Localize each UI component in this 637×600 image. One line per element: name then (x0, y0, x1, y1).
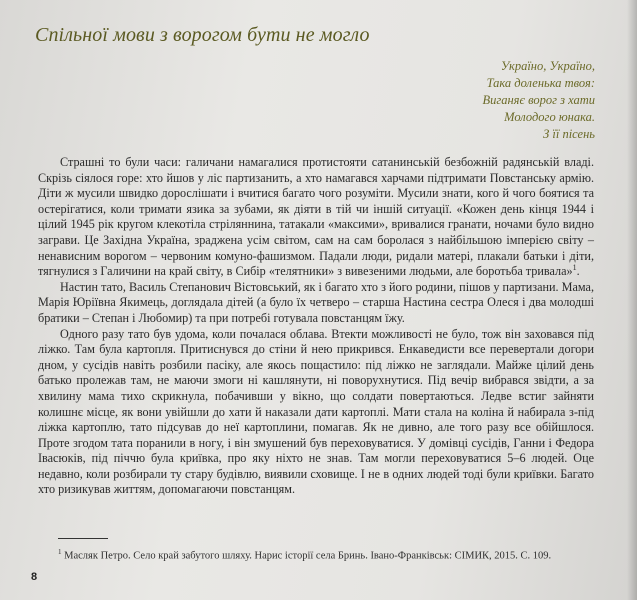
footnote (58, 546, 598, 563)
epigraph-source: З її пісень (543, 127, 595, 141)
paragraph-text: Одного разу тато був удома, коли почалася облава. Втекти можливості не було, тож він заховався під ліжко. Там була картопля. Притиснувся до стіни й нею прикрився. Енкаведисти все перевертали догори дном, у сусідів навіть розбили пасіку, але якось пощастило: під ліжко не заглядали. Майже цілий день батько пролежав там, не маючи змоги ні кашлянути, ні поворухнутися. Під вечір вибрався звідти, а за хвилину мама тихо скрикнула, побачивши у вікно, що солдати повертаються. Ледве встиг зайняти колишнє місце, як вони увійшли до хати й наказали дати картоплі. Мати стала на коліна й набирала з-під ліжка картоплю, тато підсував до неї картоплини, помагав. Як не дивно, але того разу все обійшлося. Проте згодом тата поранили в ногу, і він змушений був переховуватися. У домівці сусідів, Ганни і Федора Івасюків, під піччю була криївка, про яку ніхто не знав. Там могли переховуватися 5–6 людей. Оце недавно, коли розбирали ту стару будівлю, виявили сховище. І не в одних людей тоді були криївки. Багато хто ризикував життям, допомагаючи повстанцям. (38, 326, 594, 497)
footnote-text: Масляк Петро. Село край забутого шляху. Нарис історії села Бринь. Івано-Франківськ: СІМИК, 2015. С. 109. (61, 550, 552, 562)
epigraph-line: Виганяє ворог з хати (482, 93, 595, 107)
body-text (38, 155, 594, 498)
paragraph-text: Страшні то були часи: галичани намагалися протистояти сатанинській безбожній радянській владі. Скрізь сіялося горе: хто йшов у ліс партизанить, а хто намагався харчами підтримати Повстанську армію. Діти ж мусили швидко дорослішати і вчитися багато чого розуміти. Мусили знати, кого й чого боятися та остерігатися, коли тримати язика за зубами, як діяти в тій чи іншій ситуації. «Кожен день кінця 1944 і цілий 1945 рік кругом клекотіла стріляннина, татакали «максими», вривалися гранати, ночами було видно заграви. Це Західна Україна, зраджена усім світом, сам на сам боролася з найбільшою імперією світу – ненависним ворогом – червоним комуно-фашизмом. Падали люди, ридали матері, плакали батьки і діти, тягнулися з Галичини на край світу, в Сибір «телятники» з вивезеними людьми, але боротьба тривала» (38, 155, 594, 279)
footnote-reference[interactable]: 1 (572, 263, 577, 273)
epigraph (335, 58, 595, 143)
footnote-marker: 1 (58, 548, 62, 556)
paragraph-text: Настин тато, Василь Степанович Вістовський, як і багато хто з його родини, пішов у партизани. Мама, Марія Юріївна Якимець, доглядала дітей (а було їх четверо – старша Настина сестра Олеся і два молодші братики – Степан і Любомир) та при потребі готувала повстанцям їжу. (38, 279, 594, 325)
paragraph (38, 280, 594, 327)
page-number: 8 (31, 571, 38, 583)
chapter-title: Спільної мови з ворогом бути не могло (35, 24, 370, 46)
paragraph (38, 155, 594, 280)
paragraph-end: . (576, 264, 580, 279)
epigraph-line: Молодого юнака. (504, 110, 595, 124)
footnote-divider (58, 538, 108, 539)
paragraph (38, 327, 594, 499)
epigraph-line: Україно, Україно, (500, 59, 595, 73)
epigraph-line: Така доленька твоя: (486, 76, 595, 90)
